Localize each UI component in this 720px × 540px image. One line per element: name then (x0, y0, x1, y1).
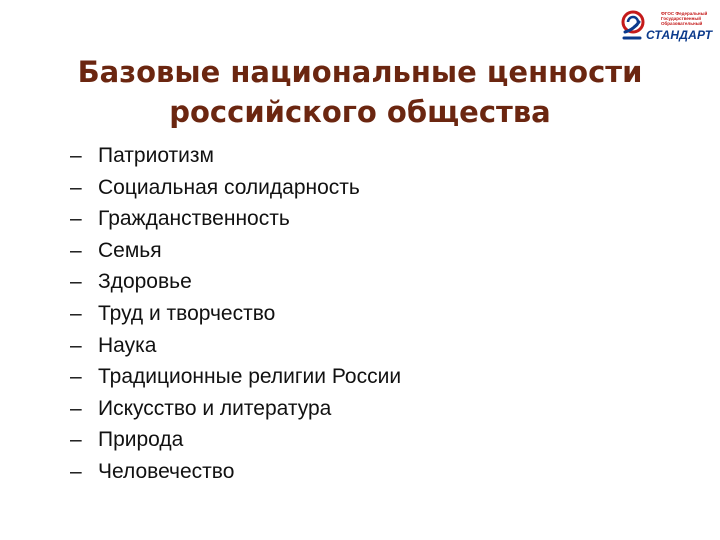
dash-bullet: – (70, 207, 82, 231)
slide-title (0, 52, 720, 132)
list-item (70, 330, 401, 362)
list-item-text: Человечество (98, 459, 235, 483)
list-item (70, 361, 401, 393)
list-item-text: Искусство и литература (98, 396, 332, 420)
list-item (70, 298, 401, 330)
list-item-text: Традиционные религии России (98, 365, 402, 389)
logo-wordmark: СТАНДАРТ (646, 28, 713, 42)
dash-bullet: – (70, 301, 82, 325)
dash-bullet: – (70, 238, 82, 262)
list-item-text: Труд и творчество (98, 301, 276, 325)
list-item (70, 203, 401, 235)
list-item-text: Здоровье (98, 270, 192, 294)
dash-bullet: – (70, 428, 82, 452)
dash-bullet: – (70, 175, 82, 199)
dash-bullet: – (70, 144, 82, 167)
logo-small-line-2: Государственный (661, 16, 701, 21)
values-list (70, 140, 401, 488)
list-item (70, 424, 401, 456)
list-item (70, 172, 401, 204)
list-item-text: Семья (98, 238, 162, 262)
logo-small-line-3: Образовательный (661, 21, 703, 26)
list-item-text: Наука (98, 333, 157, 357)
fgos-logo (620, 8, 712, 42)
list-item (70, 266, 401, 298)
list-item (70, 393, 401, 425)
title-line-1: Базовые национальные ценности (77, 55, 643, 89)
list-item-text: Патриотизм (98, 144, 214, 167)
list-item-text: Природа (98, 428, 184, 452)
logo-small-text (661, 11, 707, 26)
dash-bullet: – (70, 270, 82, 294)
dash-bullet: – (70, 396, 82, 420)
list-item (70, 456, 401, 488)
dash-bullet: – (70, 459, 82, 483)
title-line-2: российского общества (169, 95, 551, 129)
list-item (70, 235, 401, 267)
list-item-text: Социальная солидарность (98, 175, 360, 199)
list-item (70, 140, 401, 172)
dash-bullet: – (70, 365, 82, 389)
dash-bullet: – (70, 333, 82, 357)
logo-small-line-1: ФГОС Федеральный (661, 11, 708, 16)
list-item-text: Гражданственность (98, 207, 290, 231)
